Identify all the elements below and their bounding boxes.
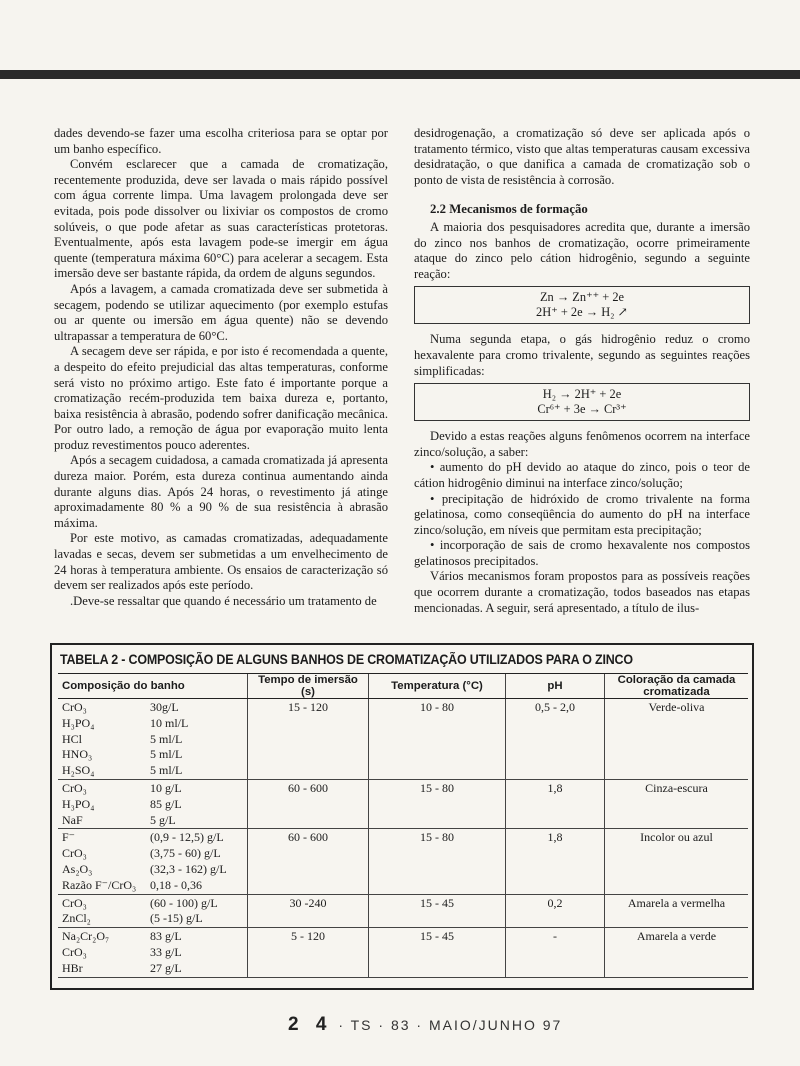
table-body: [58, 699, 748, 978]
table-header: pH: [506, 674, 605, 699]
ph-cell: 1,8: [506, 779, 605, 828]
coloration-cell: Cinza-escura: [605, 779, 749, 828]
paragraph: Após a lavagem, a camada cromatizada deve ser submetida à secagem, podendo se utilizar aquecimento (por exemplo estufas ou ar quente ou imersão em água quente) não se devendo ultrapassar a temperatura de 60°C.: [54, 281, 388, 343]
temperature-cell: 15 - 45: [369, 928, 506, 977]
concentrations-cell: [146, 894, 248, 928]
temperature-cell: 15 - 80: [369, 829, 506, 894]
immersion-time-cell: 15 - 120: [248, 699, 369, 780]
paragraph: A secagem deve ser rápida, e por isto é recomendada a quente, a despeito do efeito prejudicial das altas temperaturas, conforme será visto no próximo artigo. Este fato é importante porque a cromatização recém-produzida tem baixa dureza e, portanto, baixa resistência à abrasão, podendo sofrer danificação mecânica. Por outro lado, a remoção de água por evaporação muito lenta produz revestimentos pouco aderentes.: [54, 344, 388, 452]
equation: Zn → Zn⁺⁺ + 2e: [539, 290, 625, 305]
page-footer: [288, 1014, 562, 1036]
reagents-cell: [58, 779, 146, 828]
equation: Cr⁶⁺ + 3e → Cr³⁺: [537, 402, 627, 417]
concentration: 83 g/L: [150, 929, 182, 944]
section-heading: 2.2 Mecanismos de formação: [430, 202, 588, 217]
table-title: TABELA 2 - COMPOSIÇÃO DE ALGUNS BANHOS DE CROMATIZAÇÃO UTILIZADOS PARA O ZINCO: [60, 652, 633, 667]
temperature-cell: 15 - 80: [369, 779, 506, 828]
bullet-item: • aumento do pH devido ao ataque do zinco, pois o teor de cátion hidrogênio diminui na interface zinco/solução;: [414, 460, 750, 490]
paragraph: desidrogenação, a cromatização só deve ser aplicada após o tratamento térmico, visto que altas temperaturas causam excessiva desidratação, o que danifica a camada de cromatização sob o ponto de vista de resistência à corrosão.: [414, 126, 750, 187]
immersion-time-cell: 60 - 600: [248, 829, 369, 894]
table-row: [58, 699, 748, 780]
paragraph: Numa segunda etapa, o gás hidrogênio reduz o cromo hexavalente para cromo trivalente, segundo as seguintes reações simplificadas:: [414, 332, 750, 378]
table-row: [58, 829, 748, 894]
table-2: [50, 643, 754, 990]
concentration: 5 g/L: [150, 812, 176, 827]
table-row: [58, 928, 748, 977]
reagent: H₃PO₄: [62, 715, 95, 730]
table-row: [58, 779, 748, 828]
reagent: CrO₃: [62, 780, 87, 795]
concentration: (60 - 100) g/L: [150, 895, 218, 910]
concentration: 0,18 - 0,36: [150, 877, 202, 892]
reagent: CrO₃: [62, 895, 87, 910]
left-column: [54, 126, 388, 609]
concentration: (32,3 - 162) g/L: [150, 861, 227, 876]
table-row: [58, 894, 748, 928]
coloration-cell: Amarela a vermelha: [605, 894, 749, 928]
concentration: 30g/L: [150, 700, 179, 714]
right-column: [414, 126, 750, 616]
issue-info: · TS · 83 · MAIO/JUNHO 97: [338, 1017, 563, 1033]
table-header: Composição do banho: [58, 674, 248, 699]
temperature-cell: 10 - 80: [369, 699, 506, 780]
concentration: 33 g/L: [150, 944, 182, 959]
reagent: H₃PO₄: [62, 796, 95, 811]
concentration: 10 ml/L: [150, 715, 189, 730]
concentrations-cell: [146, 829, 248, 894]
paragraph: Devido a estas reações alguns fenômenos ocorrem na interface zinco/solução, a saber:: [414, 429, 750, 459]
reagent: CrO₃: [62, 944, 87, 959]
equation-box-1: [414, 286, 750, 324]
reagent: HCl: [62, 731, 83, 746]
header-rule: [0, 70, 800, 79]
coloration-cell: Incolor ou azul: [605, 829, 749, 894]
concentration: 5 ml/L: [150, 763, 183, 778]
equation: 2H⁺ + 2e → H₂ ↗: [536, 305, 628, 320]
equation: H₂ → 2H⁺ + 2e: [542, 387, 622, 402]
paragraph: A maioria dos pesquisadores acredita que, durante a imersão do zinco nos banhos de cromatização, ocorre primeiramente ataque do zinco pelo cátion hidrogênio, segundo a seguinte reação:: [414, 219, 750, 281]
reagents-cell: [58, 894, 146, 928]
concentrations-cell: [146, 928, 248, 977]
paragraph: Por este motivo, as camadas cromatizadas, adequadamente lavadas e secas, devem ser submetidas a um envelhecimento de 24 horas à temperatura ambiente. Os ensaios de caracterização só devem ser realizados após este período.: [54, 531, 388, 593]
bullet-item: • incorporação de sais de cromo hexavalente nos compostos gelatinosos precipitados.: [414, 538, 750, 568]
concentration: 5 ml/L: [150, 731, 183, 746]
reagents-cell: [58, 699, 146, 780]
reagent: HBr: [62, 960, 83, 975]
paragraph: Vários mecanismos foram propostos para as possíveis reações que ocorrem durante a cromatização, todos baseados nas etapas mencionadas. A seguir, será apresentado, a título de ilus-: [414, 569, 750, 615]
concentration: 27 g/L: [150, 960, 182, 975]
reagent: ZnCl₂: [62, 911, 91, 926]
reagent: As₂O₃: [62, 861, 93, 876]
table-header: Temperatura (°C): [369, 674, 506, 699]
paragraph: dades devendo-se fazer uma escolha criteriosa para se optar por um banho específico.: [54, 126, 388, 156]
immersion-time-cell: 5 - 120: [248, 928, 369, 977]
concentration: 10 g/L: [150, 780, 182, 795]
concentrations-cell: [146, 699, 248, 780]
table-header: Coloração da camada cromatizada: [605, 674, 749, 699]
reagent: HNO₃: [62, 747, 93, 762]
coloration-cell: Verde-oliva: [605, 699, 749, 780]
immersion-time-cell: 30 -240: [248, 894, 369, 928]
bullet-item: • precipitação de hidróxido de cromo trivalente na forma gelatinosa, como conseqüência do aumento do pH na interface zinco/solução, em níveis que permitam esta precipitação;: [414, 491, 750, 537]
reagents-cell: [58, 928, 146, 977]
concentration: (0,9 - 12,5) g/L: [150, 830, 224, 845]
table-header: Tempo de imersão (s): [248, 674, 369, 699]
reagent: NaF: [62, 812, 83, 827]
reagent: F⁻: [62, 830, 76, 845]
paragraph: .Deve-se ressaltar que quando é necessário um tratamento de: [70, 593, 377, 608]
reagent: CrO₃: [62, 700, 87, 714]
reagent: H₂SO₄: [62, 763, 95, 778]
composition-table: [58, 673, 748, 978]
coloration-cell: Amarela a verde: [605, 928, 749, 977]
concentrations-cell: [146, 779, 248, 828]
reagent: Razão F⁻/CrO₃: [62, 877, 137, 892]
reagents-cell: [58, 829, 146, 894]
concentration: (3,75 - 60) g/L: [150, 846, 221, 861]
equation-box-2: [414, 383, 750, 421]
page-number: 2 4: [288, 1014, 333, 1035]
reagent: Na₂Cr₂O₇: [62, 929, 110, 944]
ph-cell: 0,2: [506, 894, 605, 928]
concentration: (5 -15) g/L: [150, 911, 203, 926]
temperature-cell: 15 - 45: [369, 894, 506, 928]
ph-cell: 0,5 - 2,0: [506, 699, 605, 780]
paragraph: Convém esclarecer que a camada de cromatização, recentemente produzida, deve ser lavada o mais rápido possível com água corrente limpa. Uma lavagem prolongada deve ser evitada, pois pode dissolver ou lixiviar os compostos de cromo solúveis, o que pode afetar as suas características protetoras. Eventualmente, após esta lavagem pode-se imergir em água quente (temperatura máxima 60°C) para acelerar a secagem. Esta imersão deve ser bastante rápida, da ordem de alguns segundos.: [54, 157, 388, 281]
ph-cell: -: [506, 928, 605, 977]
paragraph: Após a secagem cuidadosa, a camada cromatizada já apresenta dureza maior. Porém, esta dureza continua aumentando ainda durante alguns dias. Após 24 horas, o revestimento já atinge aproximadamente 80 % a 90 % de sua resistência à abrasão máxima.: [54, 453, 388, 530]
ph-cell: 1,8: [506, 829, 605, 894]
immersion-time-cell: 60 - 600: [248, 779, 369, 828]
reagent: CrO₃: [62, 846, 87, 861]
concentration: 85 g/L: [150, 796, 182, 811]
concentration: 5 ml/L: [150, 747, 183, 762]
